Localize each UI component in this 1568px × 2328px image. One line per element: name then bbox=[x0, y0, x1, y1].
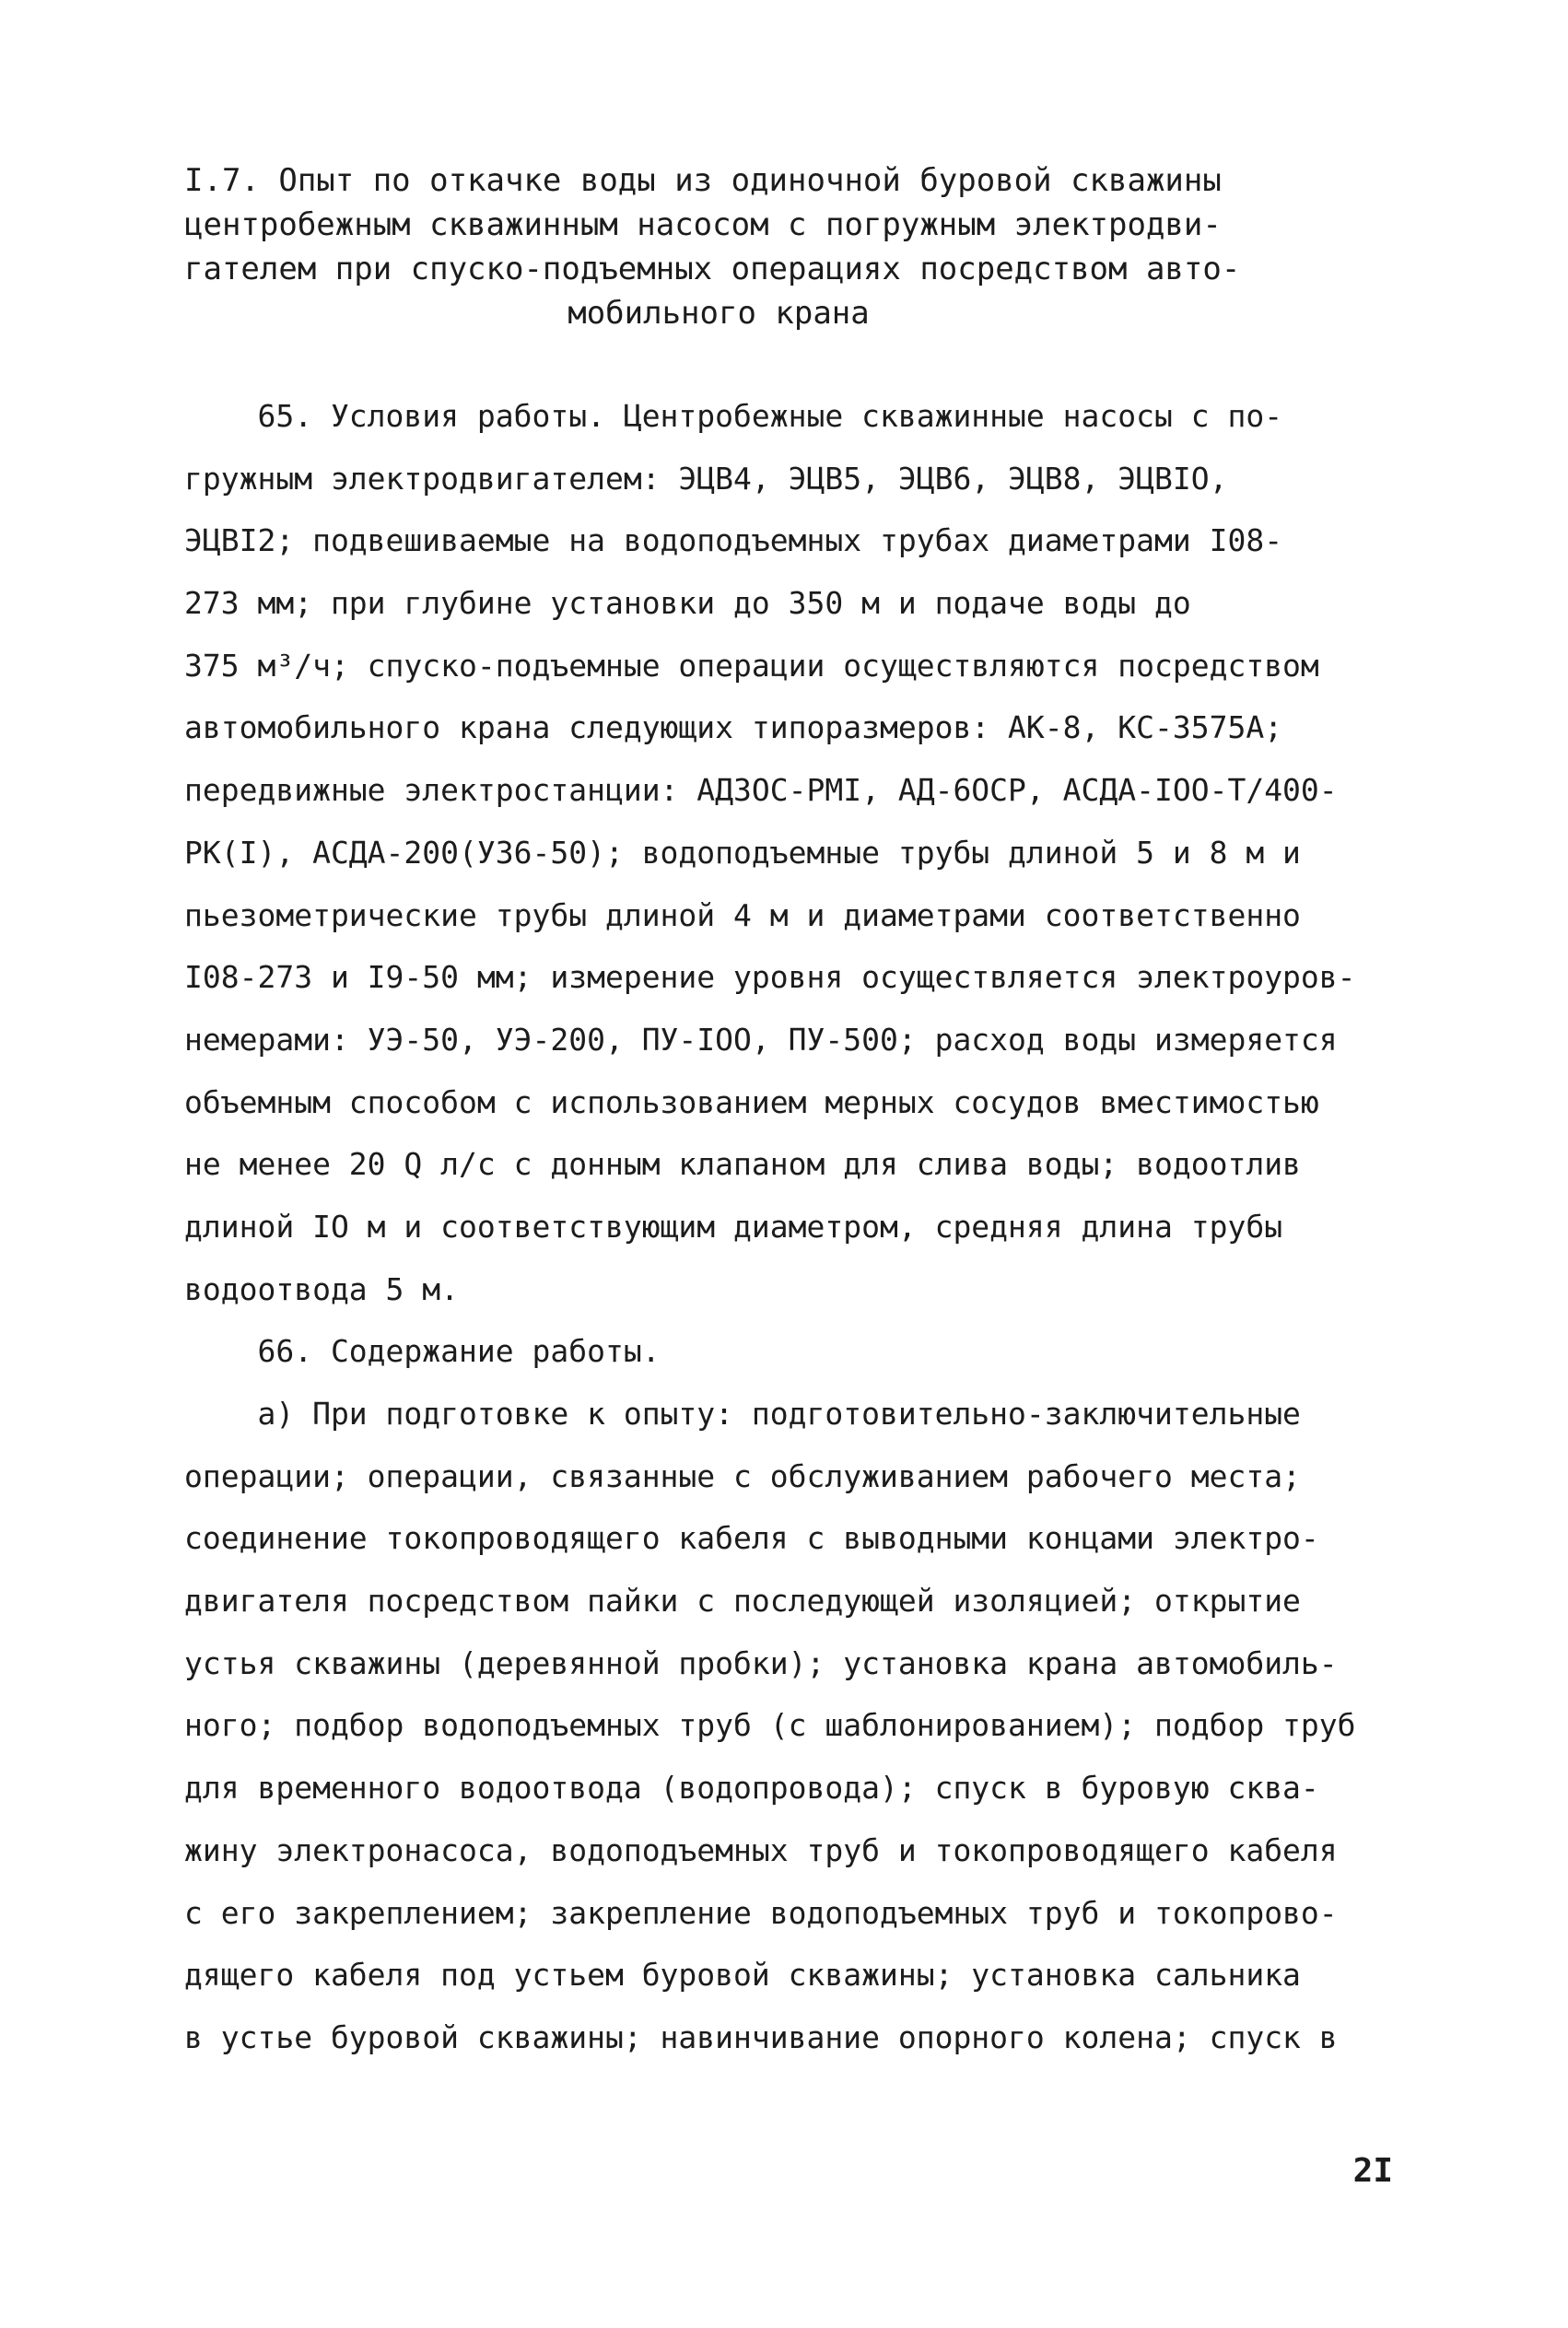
text-line: операции; операции, связанные с обслуживанием рабочего места; bbox=[184, 1457, 1301, 1494]
text-line: 375 м³/ч; спуско-подъемные операции осуществляются посредством bbox=[184, 647, 1319, 684]
text-line: в устье буровой скважины; навинчивание опорного колена; спуск в bbox=[184, 2018, 1338, 2055]
text-line: автомобильного крана следующих типоразмеров: АК-8, КС-3575А; bbox=[184, 709, 1283, 746]
text-line: I08-273 и I9-50 мм; измерение уровня осуществляется электроуров- bbox=[184, 959, 1356, 996]
text-line: водоотвода 5 м. bbox=[184, 1270, 460, 1307]
text-line: ЭЦВI2; подвешиваемые на водоподъемных трубах диаметрами I08- bbox=[184, 522, 1283, 559]
text-line: РК(I), АСДА-200(У36-50); водоподъемные трубы длиной 5 и 8 м и bbox=[184, 834, 1301, 871]
text-line: 273 мм; при глубине установки до 350 м и подаче воды до bbox=[184, 585, 1191, 622]
text-line: 65. Условия работы. Центробежные скважинные насосы с по- bbox=[184, 398, 1283, 434]
body-text bbox=[184, 385, 1419, 2069]
text-line: устья скважины (деревянной пробки); установка крана автомобиль- bbox=[184, 1644, 1338, 1681]
text-line: соединение токопроводящего кабеля с выводными концами электро- bbox=[184, 1520, 1319, 1557]
text-line: передвижные электростанции: АДЗОС-РМI, АД-6ОСР, АСДА-IOO-Т/400- bbox=[184, 772, 1338, 809]
text-line: дящего кабеля под устьем буровой скважины; установка сальника bbox=[184, 1957, 1301, 1994]
text-line: не менее 20 Q л/с с донным клапаном для слива воды; водоотлив bbox=[184, 1146, 1301, 1183]
text-line: ного; подбор водоподъемных труб (с шаблонированием); подбор труб bbox=[184, 1707, 1356, 1744]
heading-line: центробежным скважинным насосом с погружным электродви- bbox=[184, 206, 1222, 243]
text-line: длиной IO м и соответствующим диаметром, средняя длина трубы bbox=[184, 1208, 1283, 1245]
text-line: двигателя посредством пайки с последующей изоляцией; открытие bbox=[184, 1583, 1301, 1620]
text-line: для временного водоотвода (водопровода); спуск в буровую сква- bbox=[184, 1770, 1319, 1807]
text-line: объемным способом с использованием мерных сосудов вместимостью bbox=[184, 1083, 1319, 1120]
section-heading bbox=[184, 158, 1382, 335]
text-line: 66. Содержание работы. bbox=[184, 1333, 661, 1370]
text-line: гружным электродвигателем: ЭЦВ4, ЭЦВ5, ЭЦВ6, ЭЦВ8, ЭЦВIO, bbox=[184, 460, 1228, 497]
heading-line: I.7. Опыт по откачке воды из одиночной буровой скважины bbox=[184, 162, 1222, 199]
text-line: а) При подготовке к опыту: подготовительно-заключительные bbox=[184, 1396, 1301, 1432]
text-line: немерами: УЭ-50, УЭ-200, ПУ-IOO, ПУ-500; расход воды измеряется bbox=[184, 1021, 1338, 1058]
text-line: с его закреплением; закрепление водоподъемных труб и токопрово- bbox=[184, 1894, 1338, 1931]
page-number: 2I bbox=[1352, 2152, 1393, 2190]
heading-line: гателем при спуско-подъемных операциях посредством авто- bbox=[184, 251, 1241, 287]
text-line: пьезометрические трубы длиной 4 м и диаметрами соответственно bbox=[184, 896, 1301, 933]
text-line: жину электронасоса, водоподъемных труб и токопроводящего кабеля bbox=[184, 1831, 1338, 1868]
heading-line: мобильного крана bbox=[568, 295, 870, 332]
